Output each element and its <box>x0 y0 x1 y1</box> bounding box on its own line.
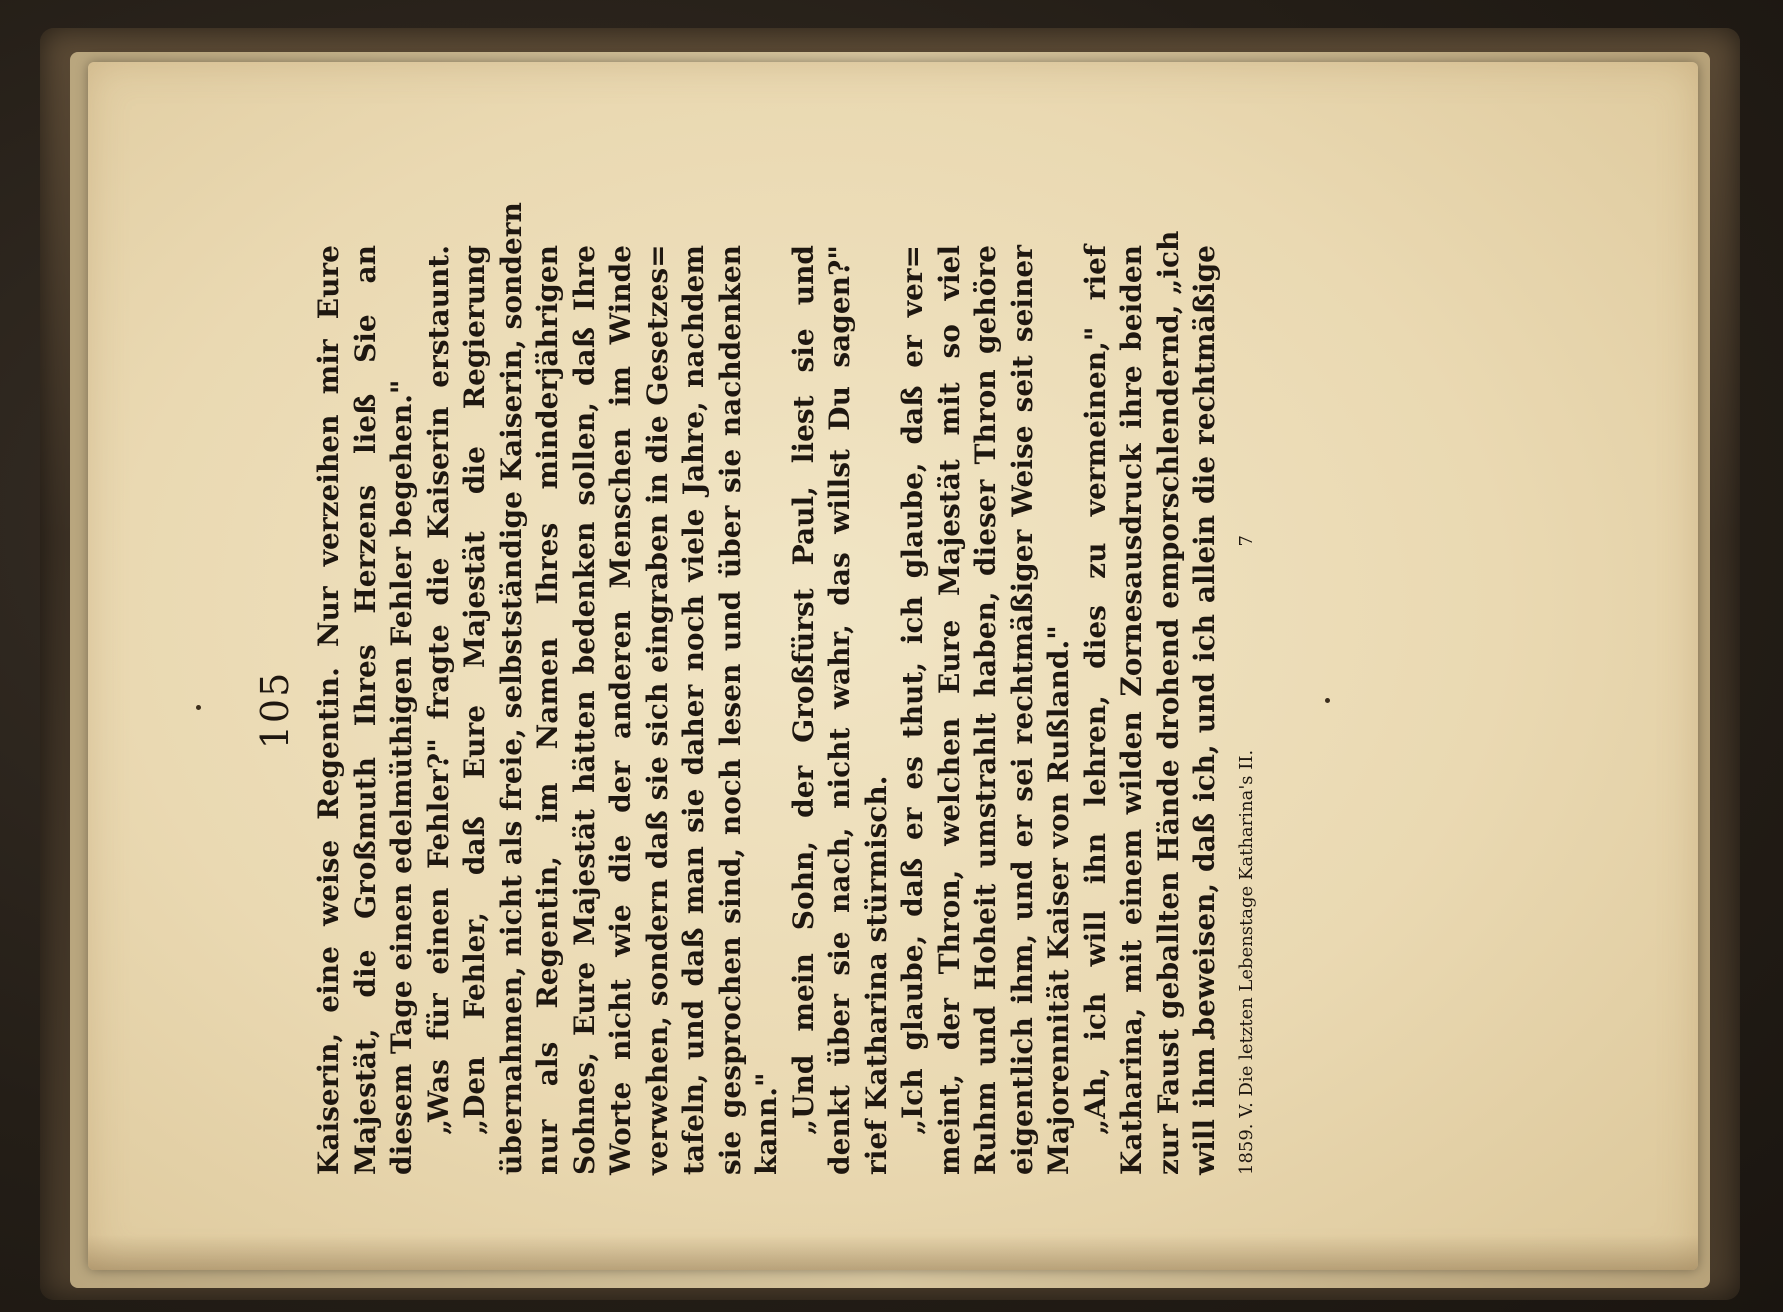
text-line: rief Katharina stürmisch. <box>859 775 893 1175</box>
text-line: tafeln, und daß man sie daher noch viele Jahre, nachdem <box>677 245 710 1175</box>
text-line: übernahmen, nicht als freie, selbstständige Kaiserin, sondern <box>494 202 528 1175</box>
text-line: diesem Tage einen edelmüthigen Fehler begehen." <box>385 379 418 1175</box>
text-line: denkt über sie nach, nicht wahr, das willst Du sagen?" <box>823 245 856 1175</box>
text-line: „Ich glaube, daß er es thut, ich glaube, daß er ver= <box>896 245 929 1135</box>
text-line: „Was für einen Fehler?" fragte die Kaiserin erstaunt. <box>421 245 455 1135</box>
text-line: Katharina, mit einem wilden Zornesausdruck ihre beiden <box>1115 245 1148 1175</box>
body-text <box>311 202 1224 1175</box>
text-line: „Den Fehler, daß Eure Majestät die Regierung <box>458 245 491 1135</box>
text-line: „Und mein Sohn, der Großfürst Paul, liest sie und <box>786 245 820 1135</box>
text-line: eigentlich ihm, und er sei rechtmäßiger Weise seit seiner <box>1005 245 1039 1175</box>
ink-speck <box>196 705 201 710</box>
page-text-block <box>245 202 1405 1175</box>
signature-mark: 7 <box>1235 535 1257 547</box>
text-line: will ihm beweisen, daß ich, und ich allein die rechtmäßige <box>1188 245 1221 1175</box>
text-line: verwehen, sondern daß sie sich eingraben in die Gesetzes= <box>640 244 674 1175</box>
text-line: zur Faust geballten Hände drohend emporschlendernd, „ich <box>1151 230 1185 1175</box>
text-line: Sohnes, Eure Majestät hätten bedenken sollen, daß Ihre <box>567 245 601 1175</box>
text-line: sie gesprochen sind, noch lesen und über sie nachdenken <box>713 245 747 1175</box>
imprint-line: 1859. V. Die letzten Lebenstage Katharina's II. <box>1235 749 1257 1175</box>
text-line: nur als Regentin, im Namen Ihres minderjährigen <box>531 245 564 1175</box>
text-line: meint, der Thron, welchen Eure Majestät mit so viel <box>932 245 966 1175</box>
page-number: 105 <box>253 670 297 750</box>
text-line: Ruhm und Hoheit umstrahlt haben, dieser Thron gehöre <box>969 245 1002 1175</box>
page-fore-edge <box>88 1235 1698 1270</box>
page-footer <box>1232 245 1262 1175</box>
text-line: Kaiserin, eine weise Regentin. Nur verzeihen mir Eure <box>312 245 345 1175</box>
text-line: Worte nicht wie die der anderen Menschen im Winde <box>604 245 637 1175</box>
text-line: Majestät, die Großmuth Ihres Herzens ließ Sie an <box>348 245 382 1175</box>
text-line: Majorennität Kaiser von Rußland." <box>1042 625 1075 1175</box>
text-line: kann." <box>750 1072 783 1175</box>
text-line: „Ah, ich will ihn lehren, dies zu vermeinen," rief <box>1078 245 1112 1135</box>
